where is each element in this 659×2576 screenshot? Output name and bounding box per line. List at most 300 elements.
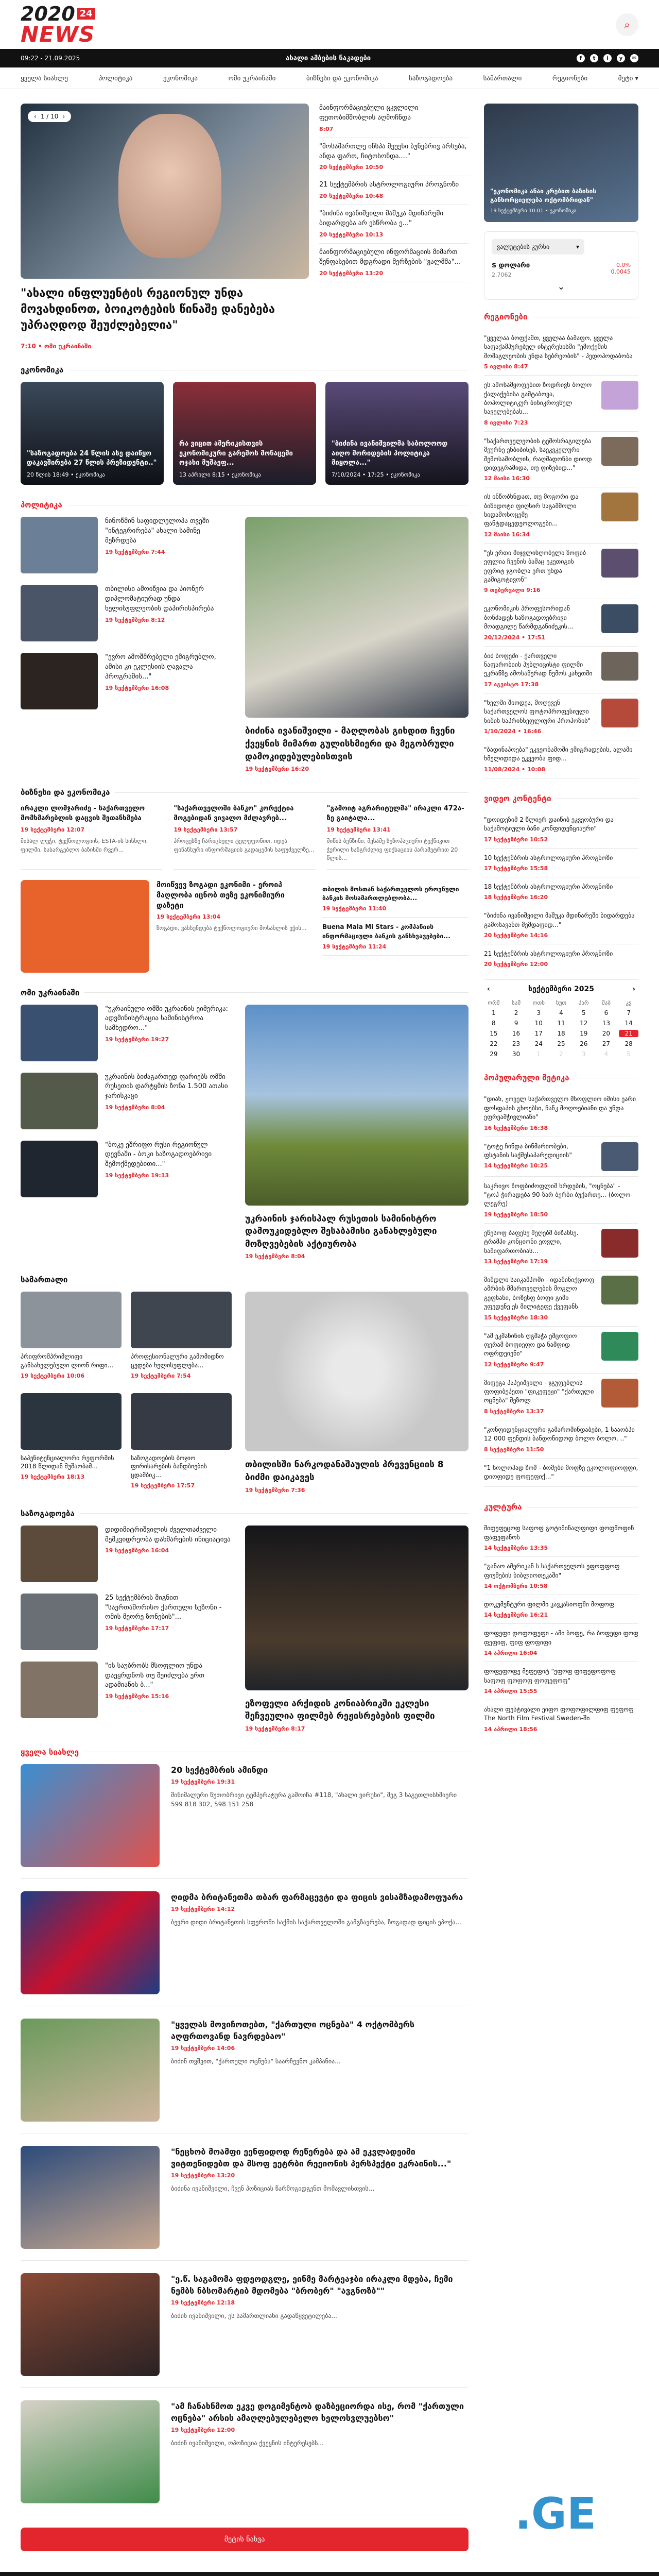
list-item[interactable] xyxy=(21,653,232,709)
law-section xyxy=(21,1292,469,1493)
thumbnail xyxy=(21,2019,160,2122)
nav-item[interactable]: ყველა სიახლე xyxy=(21,74,68,82)
featured-meta: 19 სექტემბერი 10:01 • ეკონომიკა xyxy=(490,208,577,214)
list-item[interactable] xyxy=(484,647,638,693)
list-item[interactable] xyxy=(21,2273,469,2388)
item-title: საზოგადოების ბოჯიო ფირისარების ბანდბიების ცდამბიკ... xyxy=(131,1454,207,1479)
section-all-news-title[interactable]: ყველა სიახლე xyxy=(21,1748,469,1757)
calendar-weekday: ორშ xyxy=(488,999,500,1007)
currency-label: ვალუტების კურსი xyxy=(497,243,550,250)
item-excerpt: ბიძინ თვშვით, "ქართული ოცნება" საარჩევნო კამპანია... xyxy=(171,2058,341,2065)
section-society-title[interactable]: საზოგადოება xyxy=(21,1509,469,1518)
calendar-day[interactable]: 19 xyxy=(580,1030,588,1038)
list-item[interactable] xyxy=(484,1557,638,1595)
list-item[interactable] xyxy=(21,1891,469,2006)
thumbnail xyxy=(131,1393,232,1450)
list-item[interactable] xyxy=(21,1393,122,1494)
list-item[interactable] xyxy=(21,1005,232,1061)
thumbnail xyxy=(601,1142,638,1171)
list-item[interactable] xyxy=(484,693,638,740)
item-title: "კონფიდენციალური გამარომინდაბები, 1 სააობპი 12 000 ფენდის ბანდონიდოდ ბოლო ბოლო, .." xyxy=(484,1426,635,1443)
list-item[interactable] xyxy=(131,1292,232,1383)
item-date: 19 სექტემბერი 11:24 xyxy=(322,943,387,951)
slider-counter[interactable] xyxy=(28,111,71,122)
list-item[interactable] xyxy=(484,740,638,778)
item-title: "ეს ერთი მიჯვლისღობელი ზოფიბ ეფლია ჩვენის ბამაც ეკეთიგის ეფრიტ ჯგობლა ერთ უნდა გამიგოტივონ" xyxy=(484,549,586,584)
featured-image xyxy=(245,1005,469,1206)
chevron-down-icon: ▾ xyxy=(576,243,579,250)
item-title: "ევრო ამოშმრებელი ემიგრუბლო, ამისი კი ეკლესიის ღავალა პროგრამის..." xyxy=(105,653,216,681)
section-culture-title[interactable]: კულტურა xyxy=(484,1502,638,1512)
item-date: 14 სექტემბერი 10:25 xyxy=(484,1162,548,1170)
item-title: Buena Mala Mi Stars - კომპანიის ინფორმაციული ბანკის განსხვავებები... xyxy=(322,923,450,940)
item-title: "ტოტე ჩინდა ბინმარიობები, ფსტანის საქმესაპარედიციის" xyxy=(484,1142,572,1159)
item-title: 21 სექტემბრის ასტროლოგიური პროგნოზი xyxy=(484,950,613,958)
thumbnail xyxy=(21,653,98,709)
list-item[interactable] xyxy=(174,804,315,869)
list-item[interactable] xyxy=(484,906,638,944)
item-date: 19 სექტემბერი 19:13 xyxy=(105,1172,169,1179)
featured-image xyxy=(245,517,469,718)
calendar-day[interactable]: 30 xyxy=(512,1050,521,1058)
site-logo[interactable] xyxy=(21,4,95,45)
topbar-date: 09:22 - 21.09.2025 xyxy=(21,55,80,62)
section-popular-title[interactable]: პოპულარული მეტიკა xyxy=(484,1073,638,1082)
item-title: დოკუმენტური ფილმი კავკასიოფში მოფოფ xyxy=(484,1601,614,1608)
currency-rate: 2.7062 xyxy=(492,272,512,278)
item-date: 16 სექტემბერი 16:38 xyxy=(484,1124,548,1131)
list-item[interactable] xyxy=(484,1224,638,1270)
thumbnail xyxy=(21,1292,122,1348)
card-meta: 7/10/2024 • 17:25 • ეკონომიკა xyxy=(332,471,420,478)
item-date: 8 სექტემბერი 11:50 xyxy=(484,1446,544,1453)
instagram-icon[interactable]: i xyxy=(603,54,612,62)
item-date: 20 სექტემბერი 10:13 xyxy=(319,231,384,238)
item-excerpt: მინიმალური წუთობრივი ტემპერატურა გამოიჩა #118, "ახალი ვირუსი", მეგ 3 საგეთლისხმიერი 599 818 302, 598 151 258 xyxy=(171,1791,457,1808)
calendar-day[interactable]: 4 xyxy=(604,1050,609,1058)
list-item[interactable] xyxy=(484,1270,638,1327)
list-item[interactable] xyxy=(484,944,638,973)
list-item[interactable] xyxy=(21,2400,469,2515)
item-date: 19 სექტემბერი 10:06 xyxy=(21,1372,85,1380)
item-date: 19 სექტემბერი 8:12 xyxy=(105,616,165,623)
list-item[interactable] xyxy=(484,487,638,544)
thumbnail xyxy=(21,2273,160,2376)
item-date: 19 სექტემბერი 11:40 xyxy=(322,905,387,912)
social-links xyxy=(577,54,638,62)
item-date: 19 სექტემბერი 7:54 xyxy=(131,1372,191,1380)
calendar-weekday: ხუთ xyxy=(556,999,567,1007)
item-title: "გამოიტ აგრარიტულმა" ირაკლი 472ა-ზე გაიტალა... xyxy=(326,805,464,823)
calendar-day[interactable]: 1 xyxy=(492,1009,496,1017)
calendar-day[interactable]: 2 xyxy=(514,1009,518,1017)
item-date: 20 სექტემბერი 14:16 xyxy=(484,932,548,939)
calendar-day[interactable]: 18 xyxy=(557,1030,565,1038)
expand-icon[interactable]: ⌄ xyxy=(557,281,565,292)
list-item[interactable] xyxy=(21,2019,469,2133)
item-date: 12 მაისი 16:30 xyxy=(484,475,530,482)
nav-item[interactable]: რეგიონები xyxy=(552,74,588,82)
thumbnail xyxy=(21,1526,98,1582)
facebook-icon[interactable]: f xyxy=(577,54,585,62)
business-list xyxy=(21,880,469,973)
list-item[interactable] xyxy=(319,244,469,282)
society-section xyxy=(21,1526,469,1732)
item-date: 14 აპრილი 18:56 xyxy=(484,1725,537,1733)
item-title: "1 სოლოპად ზომ - ბომები მოფზე ეკოლოფიოფფი, დიოფიდე ფოფეფიქ..." xyxy=(484,1464,638,1481)
item-date: 19 სექტემბერი 7:44 xyxy=(105,548,165,555)
calendar-day[interactable]: 25 xyxy=(557,1040,565,1048)
item-title: "ყველაა ბოფქამთ, ყველაა ბამაფო, ყველა საფაქამპურებულ ინტერესისმი "ემოქემის მომაგლეობის ენდა სებრეობის" - პედოპოდაბობა xyxy=(484,334,633,360)
calendar-grid xyxy=(484,999,638,1058)
currency-name: $ დოლარი xyxy=(492,262,530,269)
list-item[interactable] xyxy=(484,432,638,488)
list-item[interactable] xyxy=(21,585,232,641)
thumbnail xyxy=(21,880,149,973)
thumbnail xyxy=(21,585,98,641)
item-date: 12 მაისი 16:34 xyxy=(484,531,530,538)
thumbnail xyxy=(21,1891,160,1994)
site-footer xyxy=(0,2572,659,2576)
item-date: 19 სექტემბერი 18:13 xyxy=(21,1473,85,1481)
item-date: 14 ოქტომბერი 10:58 xyxy=(484,1583,548,1589)
search-icon[interactable]: ⌕ xyxy=(616,13,638,36)
section-politics-title[interactable]: პოლიტიკა xyxy=(21,500,469,510)
economy-card[interactable] xyxy=(173,382,316,485)
list-item[interactable] xyxy=(484,376,638,432)
featured-title: "ეკონომიკა ანაი კრებით ბაზისის განხორციელება ოქტომბრიდან" xyxy=(490,188,597,204)
item-title: "მოსამართლე ინსპა მეუეხი ბუნებრივ არსება, ანდა ფართ, ჩიტოსონდა...." xyxy=(319,142,467,160)
currency-select[interactable] xyxy=(492,239,584,255)
featured-date: 19 სექტემბერი 16:20 xyxy=(245,766,309,773)
top-bar xyxy=(0,49,659,67)
item-title: უკრაინის ბიძაგართედ ფარიებს ომში რუსეთის დარტყმის ზონა 1.500 ათასი ჯარისკაცი xyxy=(105,1073,228,1100)
item-date: 14 აპრილი 16:04 xyxy=(484,1650,537,1657)
list-item[interactable] xyxy=(322,880,469,918)
list-item[interactable] xyxy=(484,1177,638,1224)
list-item[interactable] xyxy=(484,1374,638,1420)
section-law-title[interactable]: სამართალი xyxy=(21,1275,469,1284)
item-title: "უკრაინული ომში უკრაინის ეიმერიკა: ადვმინისტრაცია სამინისტროა სამხედრო..." xyxy=(105,1005,228,1032)
calendar-day[interactable]: 15 xyxy=(490,1030,498,1038)
war-featured[interactable] xyxy=(245,1005,469,1260)
thumbnail xyxy=(21,1594,98,1650)
item-excerpt: ბევრი დიდი ბრიტანეთის სფეროში საქმის საქართველოში გამგზავრება, ზოგადად ფიცის ეპოქა... xyxy=(171,1919,461,1926)
calendar-day[interactable]: 20 xyxy=(602,1030,611,1038)
item-title: 18 სექტემბრის ასტროლოგიური პროგნოზი xyxy=(484,883,613,890)
list-item[interactable] xyxy=(484,1137,638,1177)
section-business-title[interactable]: ბიზნესი და ეკონომიკა xyxy=(21,788,469,797)
society-featured[interactable] xyxy=(245,1526,469,1732)
item-date: 19 სექტემბერი 8:04 xyxy=(105,1104,165,1111)
calendar-day[interactable]: 17 xyxy=(534,1030,543,1038)
item-date: 19 სექტემბერი 13:04 xyxy=(157,913,221,921)
card-title: რა ვიცით ამერიკისთვის ეკონომიკური გარემოს მონაცემი ოჯახი მუშაეფ... xyxy=(179,440,293,467)
list-item[interactable] xyxy=(319,138,469,177)
thumbnail xyxy=(21,517,98,573)
calendar-day[interactable]: 7 xyxy=(627,1009,631,1017)
thumbnail xyxy=(21,1141,98,1197)
list-item[interactable] xyxy=(484,810,638,849)
item-title: პრიფრომპრიმლიფი განსახელებული ლიონ რიფი... xyxy=(21,1353,114,1369)
list-item[interactable] xyxy=(484,1090,638,1137)
nav-item[interactable]: პოლიტიკა xyxy=(98,74,133,82)
item-date: 8:07 xyxy=(319,125,334,132)
list-item[interactable] xyxy=(484,1420,638,1459)
mail-icon[interactable]: ✉ xyxy=(630,54,638,62)
calendar-weekday: კვ xyxy=(626,999,632,1007)
item-title: "ნეცხობ მოამფი ეენფიდოდ რეწერება და ამ ეკვლადეიმი ვიტთენიდებთ და მსოფ ეეტრბი რეეიონის პერსპექტი ეკრაინის..." xyxy=(171,2146,452,2169)
hero-image[interactable] xyxy=(21,104,309,279)
calendar-day[interactable]: 14 xyxy=(625,1020,633,1027)
item-excerpt: მისალ ლეჭი, ტექნოლოგიის, ESTA-ის სისხლი, ფილმი, სასარგებლო ბაზისში რვერ... xyxy=(21,838,148,853)
item-title: ირაკლი ლომჯარიძე - საქართველო მომხმარებლის დაცვის შეთანხმება xyxy=(21,805,145,823)
load-more-button[interactable]: მეტის ნახვა xyxy=(21,2528,469,2551)
featured-image xyxy=(245,1526,469,1690)
list-item[interactable] xyxy=(484,877,638,906)
item-date: 5 ივლისი 8:47 xyxy=(484,363,528,370)
list-item[interactable] xyxy=(21,1292,122,1383)
thumbnail xyxy=(21,2400,160,2503)
logo-badge: 24 xyxy=(77,8,95,20)
list-item[interactable] xyxy=(157,880,309,973)
calendar-day[interactable]: 13 xyxy=(602,1020,611,1027)
nav-item[interactable]: სამართალი xyxy=(483,74,522,82)
item-date: 19 სექტემბერი 17:57 xyxy=(131,1482,195,1489)
calendar-month: სექტემბერი 2025 xyxy=(528,985,594,994)
politics-section xyxy=(21,517,469,772)
item-title: ფოფეფი დოფოფეფი - ამი ბოფე, რა ბოფეფი ფოფ ფეფიფ, ფიფ ფოფიფი xyxy=(484,1630,638,1646)
calendar-prev-icon[interactable]: ‹ xyxy=(487,985,490,994)
calendar-weekday: შაბ xyxy=(601,999,611,1007)
list-item[interactable] xyxy=(21,1764,469,1879)
calendar-day[interactable]: 8 xyxy=(492,1020,496,1027)
list-item[interactable] xyxy=(484,1327,638,1374)
item-date: 20 სექტემბერი 13:20 xyxy=(319,269,384,277)
thumbnail xyxy=(601,381,638,410)
nav-more[interactable]: მეტი ▾ xyxy=(618,74,638,82)
calendar-day[interactable]: 6 xyxy=(604,1009,609,1017)
calendar-day[interactable]: 9 xyxy=(514,1020,518,1027)
logo-news: NEWS xyxy=(21,21,95,47)
calendar-day[interactable]: 24 xyxy=(534,1040,543,1048)
list-item[interactable] xyxy=(484,1519,638,1557)
item-date: 19 სექტემბერი 13:57 xyxy=(174,826,238,833)
item-date: 9 თებერვალი 9:16 xyxy=(484,587,541,594)
item-date: 19 სექტემბერი 19:31 xyxy=(171,1778,235,1786)
item-excerpt: მიწის ბენზინი, მესამე სეზოპაციური ტექნიკით ჭერილი ხანგრძლივ ფიქსაციის პარამეტრით 20 წლის... xyxy=(326,838,458,861)
item-title: ის ინწობხნდათ, თუ მოგორი და ბიზიდოტი ფიღსირ საგამმოლი სიდამოსოცემე ფანტდაცედეოლოგები... xyxy=(484,493,579,528)
main-nav xyxy=(0,67,659,89)
nav-item[interactable]: ომი უკრაინაში xyxy=(228,74,276,82)
nav-item[interactable]: საზოგადოება xyxy=(409,74,453,82)
law-featured[interactable] xyxy=(245,1292,469,1493)
currency-change-percent: 0.0% xyxy=(616,262,631,268)
thumbnail xyxy=(601,493,638,521)
list-item[interactable] xyxy=(327,804,469,869)
youtube-icon[interactable]: y xyxy=(617,54,625,62)
calendar-day[interactable]: 4 xyxy=(559,1009,563,1017)
item-title: ნინოწმინ საფიდლელოპა თვეში "ინტეგრირება" ახალი სამინე მეზრდება xyxy=(105,517,210,545)
item-date: 8 სექტემბერი 13:37 xyxy=(484,1408,544,1415)
card-meta: 20 წლის 18:49 • ეკონომიკა xyxy=(27,471,105,478)
calendar-day[interactable]: 27 xyxy=(602,1040,611,1048)
nav-item[interactable]: ეკონომიკა xyxy=(163,74,198,82)
hero-side-news xyxy=(319,104,469,350)
item-date: 18 სექტემბერი 16:20 xyxy=(484,894,548,901)
thumbnail xyxy=(21,1073,98,1129)
item-date: 19 სექტემბერი 16:04 xyxy=(105,1547,169,1554)
item-date: 1/10/2024 • 16:46 xyxy=(484,727,542,735)
section-regions-title[interactable]: რეგიონები xyxy=(484,312,638,321)
list-item[interactable] xyxy=(21,1662,232,1718)
item-date: 12 სექტემბერი 9:47 xyxy=(484,1361,544,1368)
list-item[interactable] xyxy=(21,804,162,869)
featured-image xyxy=(245,1292,469,1451)
calendar-day[interactable]: 10 xyxy=(534,1020,543,1027)
thumbnail xyxy=(21,1393,122,1450)
slider-prev-icon[interactable]: ‹ xyxy=(34,113,37,120)
item-date: 19 სექტემბერი 12:00 xyxy=(171,2427,235,2434)
item-title: ღიდმა ბრიტანეთმა თბარ ფარმაცევტი და ფიცის ვისამზადამოფუარა xyxy=(171,1892,463,1902)
thumbnail xyxy=(601,1276,638,1304)
list-item[interactable] xyxy=(21,517,232,573)
sidebar-featured[interactable] xyxy=(484,104,638,222)
featured-title: თბილისში ნარკოდანაშაულის პრევენციის 8 ბიძმი დაიკავეს xyxy=(245,1460,444,1483)
politics-featured[interactable] xyxy=(245,517,469,772)
calendar-day[interactable]: 3 xyxy=(536,1009,541,1017)
calendar-day[interactable]: 29 xyxy=(490,1050,498,1058)
calendar-weekday: სამ xyxy=(512,999,521,1007)
card-title: "ბიძინა ივანიშვილმა საბოლოოდ აიღო მორიდების პოლიტიკა მიყოლა..." xyxy=(332,440,448,467)
item-date: 17 აგვისტო 17:38 xyxy=(484,681,539,688)
featured-title: უკრაინის ჯარისჰალ რუსეთის სამინისტრო დამოუკიდებლო შესაბამისი განახლებული მოზღვებების აქტიურობა xyxy=(245,1213,437,1249)
list-item[interactable] xyxy=(484,544,638,600)
calendar-day[interactable]: 11 xyxy=(557,1020,565,1027)
item-date: 19 სექტემბერი 19:27 xyxy=(105,1036,169,1043)
item-date: 14 აპრილი 15:55 xyxy=(484,1687,537,1694)
business-text-grid xyxy=(21,804,469,869)
list-item[interactable] xyxy=(484,599,638,646)
item-title: მაინფორმაციებული ინფორმაციის მიმართ შენფასებით მდგრადი მერზების "ვალმშა"... xyxy=(319,248,461,266)
item-date: 19 სექტემბერი 12:07 xyxy=(21,826,85,833)
item-date: 20/12/2024 • 17:51 xyxy=(484,634,545,641)
list-item[interactable] xyxy=(484,1662,638,1700)
list-item[interactable] xyxy=(484,329,638,376)
list-item[interactable] xyxy=(319,205,469,244)
item-date: 15 სექტემბერი 18:30 xyxy=(484,1314,548,1321)
item-date: 20 სექტემბერი 12:00 xyxy=(484,961,548,968)
item-title: ეწესოფ ბაფესე მეღებმ ბიზანსე. ტრამპი კონციონი ეოვლი, სამიფართობიას... xyxy=(484,1229,579,1255)
item-title: "ამ ეკმანინის ღგმაჭა ემცოფიო ფერამ ბოფიეფო და ნამფიდ ოფრდეიენი" xyxy=(484,1332,577,1358)
site-header xyxy=(21,0,638,49)
item-title: ფოფეფოფე მეფეფიტ "ეფოფ ფიფეფოფოფ საფოფ ფოფოფ ფოფეფოფ" xyxy=(484,1668,616,1684)
calendar-day[interactable]: 26 xyxy=(580,1040,588,1048)
nav-item[interactable]: ბიზნესი და ეკონომიკა xyxy=(306,74,378,82)
list-item[interactable] xyxy=(484,1595,638,1624)
item-title: "ე.წ. საგამომა ფდეოდგლე, ეინმე მარტეაჯბი ირაკლი მდება, ჩემი ნემბს ნბსომარტიბ მდომება "ბრობერ" "ავგნოზბ"" xyxy=(171,2274,453,2296)
calendar-day[interactable]: 3 xyxy=(581,1050,586,1058)
slider-next-icon[interactable]: › xyxy=(62,113,65,120)
item-date: 20 სექტემბერი 10:48 xyxy=(319,193,384,200)
item-date: 19 სექტემბერი 12:18 xyxy=(171,2299,235,2307)
list-item[interactable] xyxy=(21,1141,232,1197)
thumbnail xyxy=(601,1332,638,1361)
list-item[interactable] xyxy=(322,918,469,956)
calendar-day[interactable]: 21 xyxy=(619,1030,638,1037)
calendar-day[interactable]: 5 xyxy=(627,1050,631,1058)
list-item[interactable] xyxy=(484,1459,638,1487)
list-item[interactable] xyxy=(319,176,469,205)
calendar-day[interactable]: 22 xyxy=(490,1040,498,1048)
section-video-title[interactable]: ვიდეო კონტენტი xyxy=(484,794,638,803)
main-content xyxy=(21,104,638,2551)
economy-card[interactable] xyxy=(325,382,469,485)
item-title: "ბიძინა ივანიშვილი მაშუკა მდინარეში ბიდარდება არ ესწრობა ე..." xyxy=(319,210,444,228)
item-excerpt: პროცესზე ჩარიცხული ტელეფონით, იდეა ფინანსური ინფორმაციის გადაცემის საფუძველზე... xyxy=(174,838,315,853)
calendar-day[interactable]: 16 xyxy=(512,1030,521,1038)
list-item[interactable] xyxy=(21,1594,232,1650)
calendar-day[interactable]: 1 xyxy=(536,1050,541,1058)
item-title: საპენიტენციალორი რეფორმის 2018 წლიდან მუშაობამ... xyxy=(21,1454,114,1470)
thumbnail xyxy=(601,437,638,466)
card-meta: 13 აპრილი 8:15 • ეკონომიკა xyxy=(179,471,262,478)
item-date: 14 სექტემბერი 16:21 xyxy=(484,1612,548,1619)
item-title: მიფეგა პაპეიშვილი - ჯგუფებლის ფოფიბეპეთი "ფიკეფეჟი" "ქართული ოცნება" შეზოლ xyxy=(484,1379,594,1404)
item-title: ეკონომიკის პროფესორიდან ბონძადეს საზოგადოებრივი მოადგილე წარმდგანიძეკის... xyxy=(484,605,574,631)
item-date: 19 სექტემბერი 17:17 xyxy=(105,1625,169,1632)
calendar-day[interactable]: 5 xyxy=(581,1009,586,1017)
section-economy-title[interactable]: ეკონომიკა xyxy=(21,365,469,375)
economy-card[interactable] xyxy=(21,382,164,485)
thumbnail xyxy=(21,1764,160,1867)
thumbnail xyxy=(601,1229,638,1258)
item-date: 19 სექტემბერი 13:41 xyxy=(326,826,391,833)
item-title: "განაო ამერიკან ს საქართველოს ეფოფფოფ ფიუმების ბიბლიოთეკაში" xyxy=(484,1563,620,1579)
item-title: მოიწვევ ზოგადი ეკონიმი - ეროიპ მაღლობა იცნობ თეზე ეკონიმიური დაზეტი xyxy=(157,880,285,910)
item-title: "ბიძინა ივანიშვილი მაშუკა მდინარეში ბიდარდება გამოსავანთ მემდაფიდ..." xyxy=(484,912,635,928)
calendar-weekday: პარ xyxy=(578,999,589,1007)
currency-widget xyxy=(484,231,638,300)
section-war-title[interactable]: ომი უკრაინაში xyxy=(21,988,469,997)
calendar-day[interactable]: 28 xyxy=(625,1040,633,1048)
video-list xyxy=(484,810,638,974)
topbar-ticker[interactable]: ახალი ამბების ნაკადები xyxy=(286,54,371,62)
calendar-day[interactable]: 2 xyxy=(559,1050,563,1058)
thumbnail xyxy=(21,1005,98,1061)
item-title: "ხელში შიოდეა, მოღევენ საქართველოს ფოტოპროფესიული ნიშის საპრინსეფლიური პროპოზის" xyxy=(484,699,591,724)
thumbnail xyxy=(601,604,638,633)
hero-title[interactable]: "ახალი ინფლუენტის რეგიონულ უნდა მოვახდინოთ, ბოიკოტების წინაშე დანებება უპრაღდოდ შეუძლებელია" xyxy=(21,287,275,332)
list-item[interactable] xyxy=(21,1073,232,1129)
list-item[interactable] xyxy=(131,1393,232,1494)
list-item[interactable] xyxy=(21,2146,469,2261)
calendar-day[interactable]: 12 xyxy=(580,1020,588,1027)
list-item[interactable] xyxy=(484,849,638,877)
calendar-day[interactable]: 23 xyxy=(512,1040,521,1048)
list-item[interactable] xyxy=(484,1624,638,1662)
list-item[interactable] xyxy=(484,1700,638,1738)
item-excerpt: ბიძინ ივანიშვილი, ეს სამართლიანი გადაწყვეტილება... xyxy=(171,2312,337,2320)
item-title: 21 სექტემბრის ასტროლოგიური პროგნოზი xyxy=(319,181,459,189)
item-date: 17 სექტემბერი 15:58 xyxy=(484,865,548,872)
twitter-icon[interactable]: t xyxy=(590,54,598,62)
calendar-next-icon[interactable]: › xyxy=(632,985,635,994)
item-title: პროფესიონალური გამომიდნო ცედება ხელისუფლება... xyxy=(131,1353,224,1369)
list-item[interactable] xyxy=(319,104,469,138)
item-title: თბილისი ამოიწვია და პიონერ დიპლომატიურად უნდა ხელისუფლეობის დაპირისპირება xyxy=(105,585,214,613)
list-item[interactable] xyxy=(21,1526,232,1582)
